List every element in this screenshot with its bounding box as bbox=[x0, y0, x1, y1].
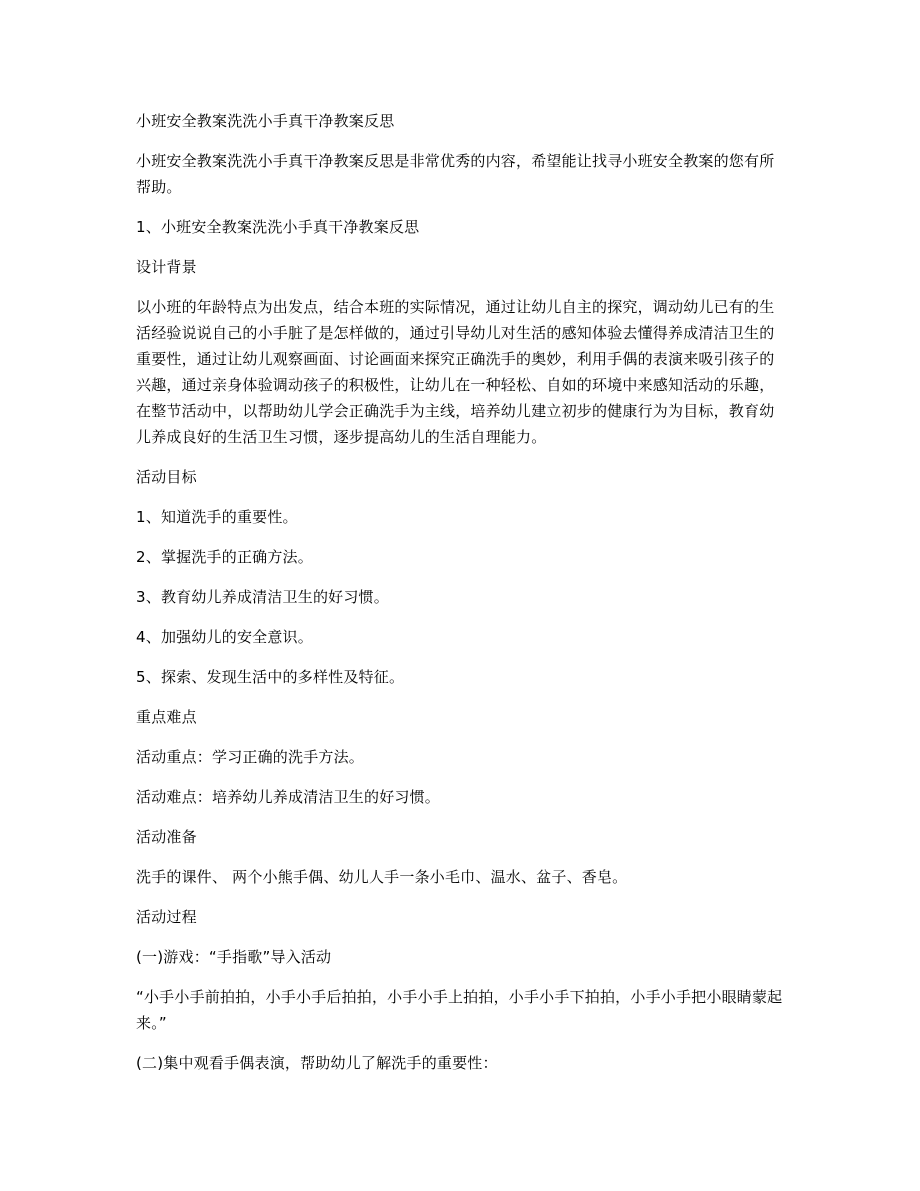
goal-item: 5、探索、发现生活中的多样性及特征。 bbox=[136, 668, 405, 686]
process-step-1: (一)游戏：“手指歌”导入活动 bbox=[136, 948, 332, 966]
goal-item: 4、加强幼儿的安全意识。 bbox=[136, 628, 313, 646]
difficulty-point: 活动难点：培养幼儿养成清洁卫生的好习惯。 bbox=[136, 788, 441, 806]
preparation-heading: 活动准备 bbox=[136, 828, 197, 846]
key-points-heading: 重点难点 bbox=[136, 708, 197, 726]
process-step-2: (二)集中观看手偶表演，帮助幼儿了解洗手的重要性： bbox=[136, 1054, 498, 1072]
design-background-text: 以小班的年龄特点为出发点，结合本班的实际情况，通过让幼儿自主的探究，调动幼儿已有的生活经验说说自己的小手脏了是怎样做的，通过引导幼儿对生活的感知体验去懂得养成清洁卫生的重要性，通过让幼儿观察画面、讨论画面来探究正确洗手的奥妙，利用手偶的表演来吸引孩子的兴趣，通过亲身体验调动孩子的积极性，让幼儿在一种轻松、自如的环境中来感知活动的乐趣，在整节活动中，以帮助幼儿学会正确洗手为主线，培养幼儿建立初步的健康行为为目标，教育幼儿养成良好的生活卫生习惯，逐步提高幼儿的生活自理能力。 bbox=[136, 298, 775, 446]
goal-item: 2、掌握洗手的正确方法。 bbox=[136, 548, 313, 566]
goals-heading: 活动目标 bbox=[136, 468, 197, 486]
design-background-heading: 设计背景 bbox=[136, 258, 197, 276]
key-point: 活动重点：学习正确的洗手方法。 bbox=[136, 748, 365, 766]
goal-item: 1、知道洗手的重要性。 bbox=[136, 508, 298, 526]
process-heading: 活动过程 bbox=[136, 908, 197, 926]
intro-paragraph: 小班安全教案洗洗小手真干净教案反思是非常优秀的内容，希望能让找寻小班安全教案的您有所帮助。 bbox=[136, 152, 775, 196]
preparation-text: 洗手的课件、 两个小熊手偶、幼儿人手一条小毛巾、温水、盆子、香皂。 bbox=[136, 868, 628, 886]
document-page bbox=[136, 108, 786, 1090]
document-title: 小班安全教案洗洗小手真干净教案反思 bbox=[136, 112, 395, 130]
goal-item: 3、教育幼儿养成清洁卫生的好习惯。 bbox=[136, 588, 389, 606]
section-heading: 1、小班安全教案洗洗小手真干净教案反思 bbox=[136, 218, 420, 236]
finger-song-text: “小手小手前拍拍，小手小手后拍拍，小手小手上拍拍，小手小手下拍拍，小手小手把小眼睛蒙起来。” bbox=[136, 988, 783, 1032]
